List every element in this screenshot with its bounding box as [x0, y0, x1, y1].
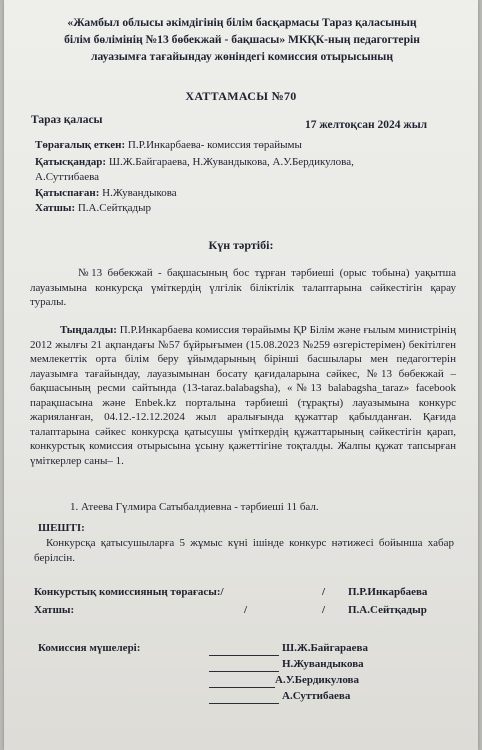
- date: 17 желтоқсан 2024 жыл: [305, 119, 428, 131]
- document-page: [4, 0, 478, 750]
- decided-label: ШЕШТІ:: [38, 522, 85, 534]
- sign-chair-label: Конкурстық комиссияның төрағасы:/: [34, 586, 224, 598]
- chair-row: [35, 138, 302, 153]
- chair-label: Төрағалық еткен:: [35, 139, 126, 151]
- secretary-value: П.А.Сейтқадыр: [75, 202, 152, 214]
- secretary-label: Хатшы:: [35, 202, 76, 214]
- decided-text: Конкурсқа қатысушыларға 5 жұмыс күні ішінде конкурс нәтижесі бойынша хабар берілсін.: [34, 537, 454, 564]
- absent-value: Н.Жувандыкова: [99, 187, 177, 199]
- signature-line-1: [209, 655, 279, 656]
- member-2: Н.Жувандыкова: [282, 658, 364, 670]
- header-line-3: лауазымға тағайындау жөніндегі комиссия отырысының: [90, 50, 394, 63]
- chair-value: П.Р.Инкарбаева- комиссия төрайымы: [125, 139, 302, 151]
- candidate-item: 1. Атеева Гүлмира Сатыбалдиевна - тәрбиеші 11 бал.: [70, 501, 319, 513]
- signature-line-3: [209, 687, 275, 688]
- sign-chair-slash: /: [322, 586, 326, 598]
- absent-label: Қатыспаған:: [35, 187, 100, 199]
- protocol-title: ХАТТАМАСЫ №70: [185, 89, 297, 103]
- listened-text: П.Р.Инкарбаева комиссия төрайымы ҚР Білім және ғылым министрінің 2012 жылғы 21 ақпандағы №57 бұйрығымен (15.08.2023 №259 өзгерістерімен) бекітілген мемлекеттік орта білім беру ұйымдарының бірінші басшылары мен педагогтерін лауазымға тағайындау, лауазымынан босату қағидаларына сәйкес, №13 бөбекжай – бақшасының ресми сайтында (13-taraz.balabagsha), «№13 balabagsha_taraz» facebook парақшасына және Enbek.kz порталына тәрбиеші (тұрақты) лауазымына конкурс жарияланған, 04.12.-12.12.2024 жыл аралығында құжаттар қабылданған. Қағида талаптарына сәйкес конкурсқа қатысушы үміткердің құжаттарының сәйкестігін қарап, конкурстық комиссия отырысына ұсыну қажеттігіне тоқталды. Жалпы құжат тапсырған үміткерлер саны– 1.: [30, 324, 456, 467]
- sign-secretary-slash-1: /: [244, 604, 248, 616]
- present-value: Ш.Ж.Байгараева, Н.Жувандыкова, А.У.Бердикулова,: [106, 156, 354, 168]
- present-row: [35, 155, 354, 170]
- signature-line-2: [209, 671, 279, 672]
- listened-label: Тыңдалды:: [60, 324, 117, 336]
- present-label: Қатысқандар:: [35, 156, 107, 168]
- sign-secretary-slash-2: /: [322, 604, 326, 616]
- member-1: Ш.Ж.Байгараева: [282, 642, 369, 654]
- listened-paragraph: [30, 323, 456, 468]
- present-row-2: А.Суттибаева: [35, 171, 100, 183]
- members-label: Комиссия мүшелері:: [38, 642, 141, 654]
- member-4: А.Суттибаева: [282, 690, 351, 702]
- sign-secretary-name: П.А.Сейтқадыр: [348, 604, 427, 616]
- header-line-1: «Жамбыл облысы әкімдігінің білім басқармасы Тараз қаласының: [67, 16, 417, 29]
- member-3: А.У.Бердикулова: [275, 674, 359, 686]
- signature-line-4: [209, 703, 279, 704]
- city: Тараз қаласы: [31, 114, 103, 126]
- agenda-text: №13 бөбекжай - бақшасының бос тұрған тәрбиеші (орыс тобына) уақытша лауазымына конкурсқа үміткердің үлгілік біліктілік талаптарына сәйкестігін қарау туралы.: [30, 267, 456, 308]
- sign-secretary-label: Хатшы:: [34, 604, 75, 616]
- sign-chair-name: П.Р.Инкарбаева: [348, 586, 428, 598]
- secretary-row: [35, 201, 151, 216]
- header-line-2: білім бөлімінің №13 бөбекжай - бақшасы» МКҚК-ның педагогтерін: [64, 33, 420, 46]
- absent-row: [35, 186, 177, 201]
- agenda-title: Күн тәртібі:: [208, 238, 274, 252]
